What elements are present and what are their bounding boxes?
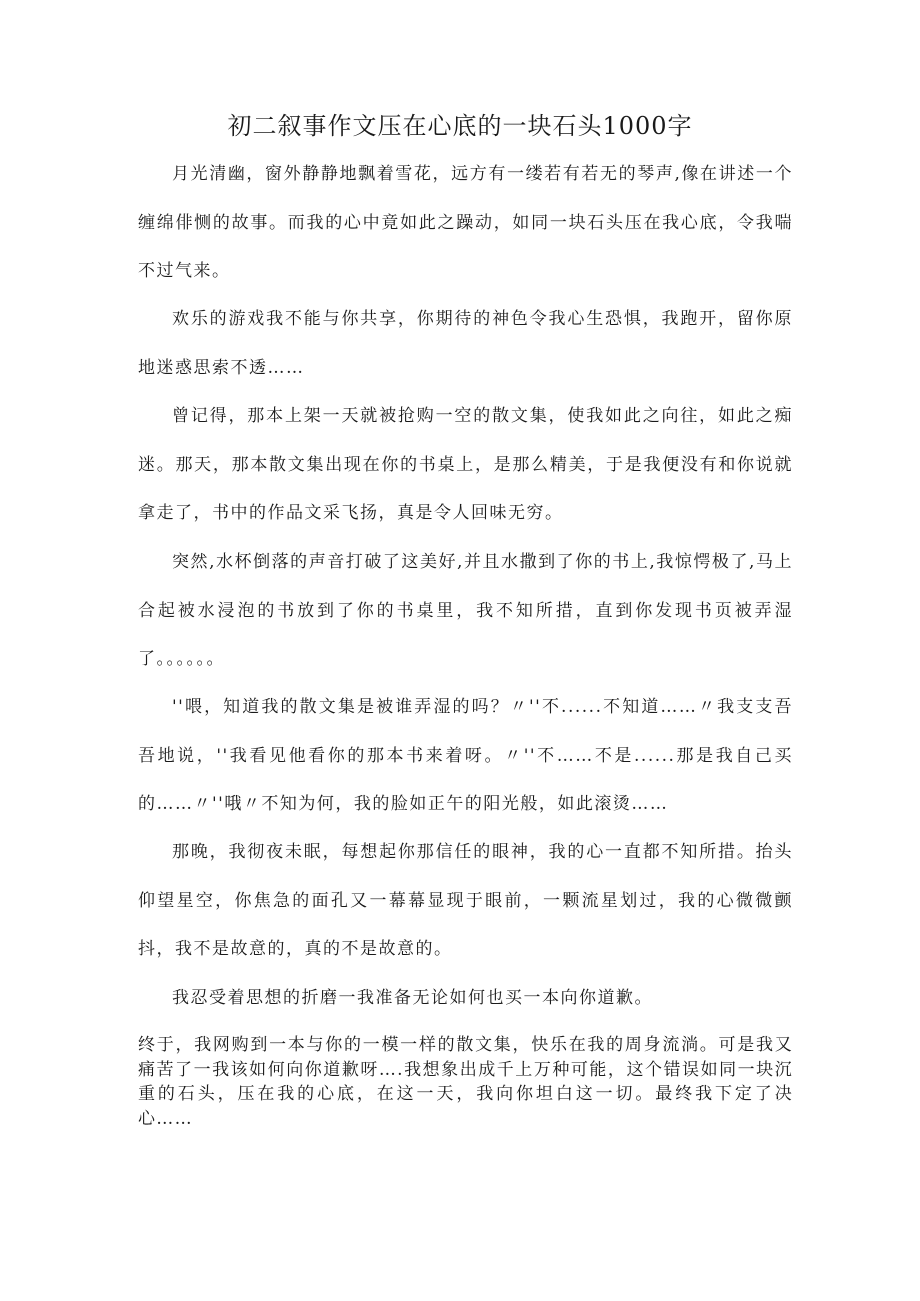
paragraph-4: 突然,水杯倒落的声音打破了这美好,并且水撒到了你的书上,我惊愕极了,马上合起被水浸泡的书放到了你的书桌里，我不知所措，直到你发现书页被弄湿了。。。。。。 — [138, 552, 793, 669]
paragraph-2: 欢乐的游戏我不能与你共享，你期待的神色令我心生恐惧，我跑开，留你原地迷惑思索不透…… — [138, 309, 793, 378]
paragraph-7: 我忍受着思想的折磨一我准备无论如何也买一本向你道歉。 — [172, 988, 653, 1008]
paragraph-3: 曾记得，那本上架一天就被抢购一空的散文集，使我如此之向往，如此之痴迷。那天，那本散文集出现在你的书桌上，是那么精美，于是我便没有和你说就拿走了，书中的作品文采飞扬，真是令人回味无穷。 — [138, 406, 793, 523]
paragraph-5: ''喂，知道我的散文集是被谁弄湿的吗？〃''不......不知道……〃我支支吾吾地说，''我看见他看你的那本书来着呀。〃''不……不是......那是我自己买的……〃''哦〃不知为何，我的脸如正午的阳光般，如此滚烫…… — [138, 697, 793, 814]
document-title: 初二叙事作文压在心底的一块石头1000字 — [227, 112, 693, 140]
paragraph-1: 月光清幽，窗外静静地飘着雪花，远方有一缕若有若无的琴声,像在讲述一个缠绵俳恻的故事。而我的心中竟如此之躁动，如同一块石头压在我心底，令我喘不过气来。 — [138, 164, 793, 281]
paragraph-6: 那晚，我彻夜未眠，每想起你那信任的眼神，我的心一直都不知所措。抬头仰望星空，你焦急的面孔又一幕幕显现于眼前，一颗流星划过，我的心微微颤抖，我不是故意的，真的不是故意的。 — [138, 842, 793, 959]
paragraph-8: 终于，我网购到一本与你的一模一样的散文集，快乐在我的周身流淌。可是我又痛苦了一我该如何向你道歉呀….我想象出成千上万种可能，这个错误如同一块沉重的石头，压在我的心底，在这一天，我向你坦白这一切。最终我下定了决心…… — [138, 1035, 793, 1129]
